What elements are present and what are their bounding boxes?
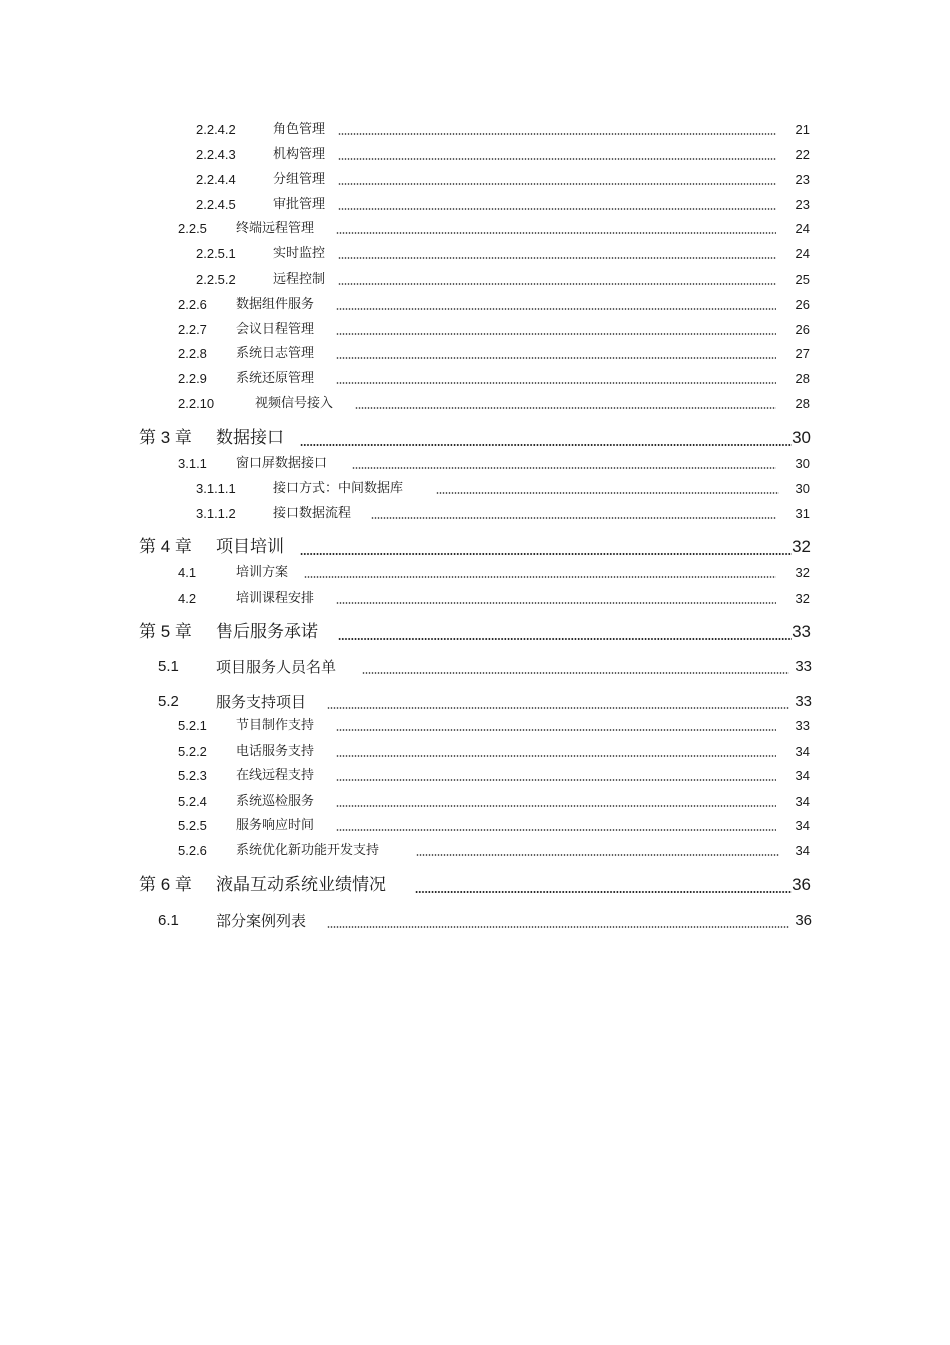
toc-entry-number: 2.2.6 xyxy=(178,297,207,312)
toc-entry-title: 远程控制 xyxy=(273,272,326,287)
toc-page-number: 32 xyxy=(792,537,811,556)
toc-dot-leader xyxy=(355,407,776,409)
toc-entry[interactable] xyxy=(0,816,950,838)
toc-page-number: 23 xyxy=(795,172,810,187)
toc-entry[interactable] xyxy=(0,219,950,241)
toc-dot-leader xyxy=(336,232,776,234)
toc-dot-leader xyxy=(300,553,792,555)
toc-entry-number: 3.1.1.1 xyxy=(196,481,236,496)
toc-entry-title: 接口数据流程 xyxy=(273,506,352,521)
toc-page-number: 36 xyxy=(795,912,812,929)
toc-entry-title: 售后服务承诺 xyxy=(216,622,318,642)
toc-page-number: 30 xyxy=(795,481,810,496)
toc-page-number: 34 xyxy=(795,768,810,783)
toc-entry[interactable] xyxy=(0,716,950,738)
toc-entry-number: 2.2.10 xyxy=(178,396,215,411)
toc-entry[interactable] xyxy=(0,295,950,317)
toc-entry-number: 2.2.7 xyxy=(178,322,207,337)
toc-dot-leader xyxy=(336,755,776,757)
toc-page-number: 25 xyxy=(795,272,810,287)
toc-dot-leader xyxy=(352,467,776,469)
toc-dot-leader xyxy=(415,891,792,893)
toc-entry-title: 在线远程支持 xyxy=(236,768,315,783)
toc-page-number: 27 xyxy=(795,346,810,361)
toc-chapter-entry[interactable] xyxy=(0,622,950,644)
toc-entry[interactable] xyxy=(0,766,950,788)
toc-entry-number: 2.2.4.3 xyxy=(196,147,236,162)
toc-dot-leader xyxy=(338,257,776,259)
toc-entry-number: 第 4 章 xyxy=(139,537,192,556)
toc-entry-number: 第 3 章 xyxy=(139,428,192,447)
toc-entry[interactable] xyxy=(0,394,950,416)
toc-entry[interactable] xyxy=(0,504,950,526)
toc-page-number: 24 xyxy=(795,221,810,236)
toc-entry-title: 角色管理 xyxy=(273,122,326,137)
toc-page-number: 33 xyxy=(795,658,812,675)
toc-entry-number: 5.2.3 xyxy=(178,768,207,783)
toc-entry-number: 2.2.5.2 xyxy=(196,272,236,287)
toc-dot-leader xyxy=(416,854,779,856)
toc-page-number: 32 xyxy=(795,591,810,606)
toc-entry-title: 窗口屏数据接口 xyxy=(236,456,328,471)
toc-dot-leader xyxy=(336,308,776,310)
toc-chapter-entry[interactable] xyxy=(0,428,950,450)
toc-entry-number: 4.1 xyxy=(178,565,197,580)
toc-dot-leader xyxy=(338,183,776,185)
toc-page-number: 33 xyxy=(795,693,812,710)
toc-entry-title: 会议日程管理 xyxy=(236,322,315,337)
toc-dot-leader xyxy=(338,283,776,285)
toc-entry-number: 4.2 xyxy=(178,591,197,606)
toc-entry-title: 实时监控 xyxy=(273,246,326,261)
toc-page-number: 34 xyxy=(795,744,810,759)
toc-entry[interactable] xyxy=(0,244,950,266)
toc-entry-title: 服务响应时间 xyxy=(236,818,315,833)
toc-entry-title: 系统还原管理 xyxy=(236,371,315,386)
toc-entry[interactable] xyxy=(0,479,950,501)
toc-dot-leader xyxy=(336,357,776,359)
toc-dot-leader xyxy=(336,382,776,384)
toc-page-number: 33 xyxy=(795,718,810,733)
toc-entry-title: 机构管理 xyxy=(273,147,326,162)
toc-entry-number: 第 6 章 xyxy=(139,875,192,894)
toc-entry-title: 终端远程管理 xyxy=(236,221,315,236)
toc-dot-leader xyxy=(371,517,776,519)
toc-entry-title: 数据组件服务 xyxy=(236,297,315,312)
toc-entry[interactable] xyxy=(0,742,950,764)
toc-dot-leader xyxy=(338,133,776,135)
toc-entry[interactable] xyxy=(0,692,950,714)
toc-page-number: 34 xyxy=(795,818,810,833)
toc-page-number: 34 xyxy=(795,843,810,858)
toc-entry-title: 系统优化新功能开发支持 xyxy=(236,843,380,858)
toc-entry-title: 数据接口 xyxy=(216,428,284,448)
toc-page-number: 33 xyxy=(792,622,811,641)
toc-page-number: 28 xyxy=(795,371,810,386)
toc-entry[interactable] xyxy=(0,369,950,391)
toc-entry-number: 2.2.4.2 xyxy=(196,122,236,137)
toc-page-number: 22 xyxy=(795,147,810,162)
toc-entry[interactable] xyxy=(0,454,950,476)
toc-page-number: 21 xyxy=(795,122,810,137)
toc-chapter-entry[interactable] xyxy=(0,537,950,559)
toc-entry-title: 液晶互动系统业绩情况 xyxy=(216,875,386,895)
toc-dot-leader xyxy=(436,492,779,494)
toc-entry-title: 审批管理 xyxy=(273,197,326,212)
toc-page-number: 31 xyxy=(795,506,810,521)
toc-entry-title: 节目制作支持 xyxy=(236,718,315,733)
toc-dot-leader xyxy=(336,333,776,335)
toc-dot-leader xyxy=(336,729,776,731)
toc-dot-leader xyxy=(336,602,776,604)
toc-entry-number: 2.2.9 xyxy=(178,371,207,386)
toc-entry-number: 2.2.8 xyxy=(178,346,207,361)
toc-entry-title: 系统日志管理 xyxy=(236,346,315,361)
toc-entry-title: 系统巡检服务 xyxy=(236,794,315,809)
toc-entry[interactable] xyxy=(0,120,950,142)
toc-page-number: 30 xyxy=(795,456,810,471)
toc-entry-title: 项目服务人员名单 xyxy=(216,658,337,676)
toc-entry-number: 3.1.1.2 xyxy=(196,506,236,521)
toc-chapter-entry[interactable] xyxy=(0,875,950,897)
toc-entry-number: 5.2.6 xyxy=(178,843,207,858)
toc-entry[interactable] xyxy=(0,344,950,366)
toc-entry-number: 2.2.4.5 xyxy=(196,197,236,212)
toc-dot-leader xyxy=(327,707,789,709)
toc-entry[interactable] xyxy=(0,270,950,292)
toc-dot-leader xyxy=(327,926,789,928)
toc-entry[interactable] xyxy=(0,145,950,167)
toc-dot-leader xyxy=(336,779,776,781)
toc-entry-number: 6.1 xyxy=(158,912,179,929)
toc-entry-title: 服务支持项目 xyxy=(216,693,307,711)
toc-entry-number: 2.2.4.4 xyxy=(196,172,236,187)
toc-dot-leader xyxy=(338,158,776,160)
toc-page-number: 36 xyxy=(792,875,811,894)
toc-entry-number: 5.2.1 xyxy=(178,718,207,733)
toc-dot-leader xyxy=(338,638,792,640)
toc-dot-leader xyxy=(300,444,792,446)
toc-entry-number: 5.2.2 xyxy=(178,744,207,759)
toc-entry-number: 3.1.1 xyxy=(178,456,207,471)
toc-page-number: 24 xyxy=(795,246,810,261)
toc-dot-leader xyxy=(338,208,776,210)
toc-entry[interactable] xyxy=(0,792,950,814)
toc-entry-title: 培训课程安排 xyxy=(236,591,315,606)
toc-dot-leader xyxy=(362,672,789,674)
toc-dot-leader xyxy=(336,805,776,807)
toc-page-number: 23 xyxy=(795,197,810,212)
toc-entry-number: 5.2 xyxy=(158,693,179,710)
toc-entry-title: 接口方式：中间数据库 xyxy=(273,481,404,496)
toc-entry-number: 5.2.4 xyxy=(178,794,207,809)
toc-entry-number: 第 5 章 xyxy=(139,622,192,641)
toc-entry-title: 分组管理 xyxy=(273,172,326,187)
toc-page-number: 26 xyxy=(795,322,810,337)
toc-entry[interactable] xyxy=(0,589,950,611)
toc-entry-title: 培训方案 xyxy=(236,565,289,580)
toc-entry-number: 2.2.5 xyxy=(178,221,207,236)
toc-entry-number: 5.1 xyxy=(158,658,179,675)
toc-page-number: 32 xyxy=(795,565,810,580)
toc-entry[interactable] xyxy=(0,911,950,933)
toc-entry-title: 项目培训 xyxy=(216,537,284,557)
toc-page-number: 28 xyxy=(795,396,810,411)
toc-entry[interactable] xyxy=(0,170,950,192)
toc-page-number: 30 xyxy=(792,428,811,447)
toc-page-number: 26 xyxy=(795,297,810,312)
toc-entry-title: 部分案例列表 xyxy=(216,912,307,930)
toc-entry-title: 电话服务支持 xyxy=(236,744,315,759)
toc-page-number: 34 xyxy=(795,794,810,809)
toc-entry[interactable] xyxy=(0,320,950,342)
toc-dot-leader xyxy=(304,576,776,578)
toc-entry[interactable] xyxy=(0,657,950,679)
toc-entry-title: 视频信号接入 xyxy=(255,396,334,411)
toc-dot-leader xyxy=(336,829,776,831)
toc-entry-number: 5.2.5 xyxy=(178,818,207,833)
toc-entry[interactable] xyxy=(0,195,950,217)
toc-entry[interactable] xyxy=(0,563,950,585)
toc-entry[interactable] xyxy=(0,841,950,863)
toc-entry-number: 2.2.5.1 xyxy=(196,246,236,261)
